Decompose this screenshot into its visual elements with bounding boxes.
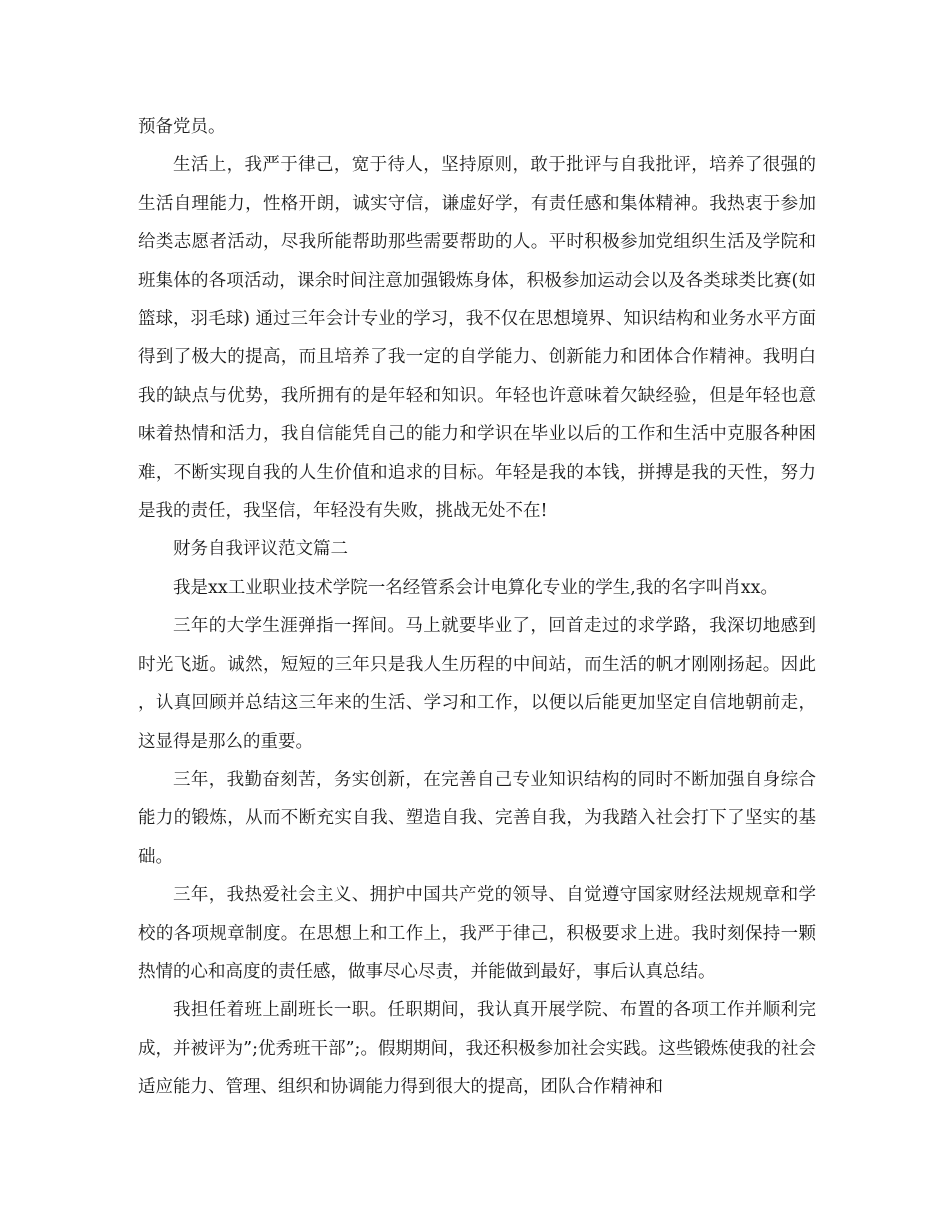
paragraph-life: 生活上，我严于律己，宽于待人，坚持原则，敢于批评与自我批评，培养了很强的生活自理能力，性格开朗，诚实守信，谦虚好学，有责任感和集体精神。我热衷于参加给类志愿者活动，尽我所能帮助那些需要帮助的人。平时积极参加党组织生活及学院和班集体的各项活动，课余时间注意加强锻炼身体，积极参加运动会以及各类球类比赛(如篮球，羽毛球) 通过三年会计专业的学习，我不仅在思想境界、知识结构和业务水平方面得到了极大的提高，而且培养了我一定的自学能力、创新能力和团体合作精神。我明白我的缺点与优势，我所拥有的是年轻和知识。年轻也许意味着欠缺经验，但是年轻也意味着热情和活力，我自信能凭自己的能力和学识在毕业以后的工作和生活中克服各种困难，不断实现自我的人生价值和追求的目标。年轻是我的本钱，拼搏是我的天性，努力是我的责任，我坚信，年轻没有失败，挑战无处不在! bbox=[138, 155, 816, 522]
paragraph-class-monitor: 我担任着班上副班长一职。任职期间，我认真开展学院、布置的各项工作并顺利完成，并被评为”;优秀班干部”;。假期期间，我还积极参加社会实践。这些锻炼使我的社会适应能力、管理、组织和协调能力得到很大的提高，团队合作精神和 bbox=[138, 1000, 816, 1098]
paragraph-three-years: 三年的大学生涯弹指一挥间。马上就要毕业了，回首走过的求学路，我深切地感到时光飞逝。诚然，短短的三年只是我人生历程的中间站，而生活的帆才刚刚扬起。因此，认真回顾并总结这三年来的生活、学习和工作，以便以后能更加坚定自信地朝前走，这显得是那么的重要。 bbox=[138, 616, 816, 752]
paragraph-ideology: 三年，我热爱社会主义、拥护中国共产党的领导、自觉遵守国家财经法规规章和学校的各项规章制度。在思想上和工作上，我严于律己，积极要求上进。我时刻保持一颗热情的心和高度的责任感，做事尽心尽责，并能做到最好，事后认真总结。 bbox=[138, 885, 816, 982]
document-body bbox=[138, 108, 816, 1107]
paragraph-continuation: 预备党员。 bbox=[138, 117, 226, 137]
paragraph-intro: 我是xx工业职业技术学院一名经管系会计电算化专业的学生,我的名字叫肖xx。 bbox=[173, 577, 779, 598]
paragraph-diligence: 三年，我勤奋刻苦，务实创新，在完善自己专业知识结构的同时不断加强自身综合能力的锻炼，从而不断充实自我、塑造自我、完善自我，为我踏入社会打下了坚实的基础。 bbox=[138, 769, 816, 867]
section-heading: 财务自我评议范文篇二 bbox=[173, 539, 348, 560]
